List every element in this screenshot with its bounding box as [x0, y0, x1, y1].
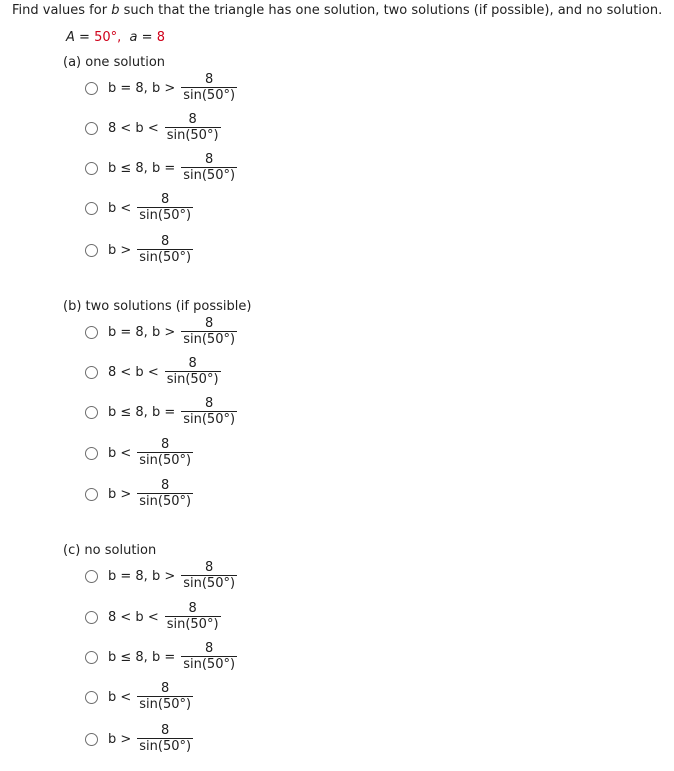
- given-equals: =: [79, 30, 90, 45]
- section-a-label: (a) one solution: [63, 55, 166, 70]
- radio-button[interactable]: [85, 366, 98, 379]
- radio-button[interactable]: [85, 611, 98, 624]
- fraction-numerator: 8: [161, 192, 170, 207]
- section-c-option-5[interactable]: [85, 722, 193, 756]
- fraction: [137, 681, 193, 713]
- option-condition: b = 8, b >: [108, 80, 176, 96]
- fraction-numerator: 8: [188, 112, 197, 127]
- fraction-denominator: sin(50°): [183, 88, 236, 103]
- option-condition: b ≤ 8, b =: [108, 404, 176, 420]
- option-condition: b <: [108, 689, 132, 705]
- given-values: [66, 30, 165, 45]
- fraction: [165, 356, 221, 388]
- radio-button[interactable]: [85, 488, 98, 501]
- fraction-numerator: 8: [205, 396, 214, 411]
- fraction-denominator: sin(50°): [139, 697, 192, 712]
- section-c-option-3[interactable]: [85, 640, 237, 674]
- fraction-denominator: sin(50°): [166, 617, 219, 632]
- section-a-option-3[interactable]: [85, 151, 237, 185]
- fraction-denominator: sin(50°): [166, 128, 219, 143]
- section-c-label: (c) no solution: [63, 543, 157, 558]
- fraction: [137, 723, 193, 755]
- option-condition: b = 8, b >: [108, 568, 176, 584]
- given-equals: =: [141, 30, 153, 45]
- option-condition: 8 < b <: [108, 120, 159, 136]
- fraction-denominator: sin(50°): [139, 739, 192, 754]
- section-a-option-5[interactable]: [85, 233, 193, 267]
- fraction: [137, 437, 193, 469]
- fraction-numerator: 8: [205, 641, 214, 656]
- fraction-numerator: 8: [205, 72, 214, 87]
- option-condition: b <: [108, 200, 132, 216]
- fraction-numerator: 8: [161, 437, 170, 452]
- fraction-numerator: 8: [188, 601, 197, 616]
- fraction-numerator: 8: [161, 681, 170, 696]
- given-A-value: 50°,: [94, 30, 122, 45]
- option-condition: b ≤ 8, b =: [108, 160, 176, 176]
- radio-button[interactable]: [85, 162, 98, 175]
- fraction-numerator: 8: [205, 316, 214, 331]
- section-c-option-1[interactable]: [85, 559, 237, 593]
- fraction-denominator: sin(50°): [139, 453, 192, 468]
- section-c-option-4[interactable]: [85, 680, 193, 714]
- fraction-numerator: 8: [161, 723, 170, 738]
- fraction: [165, 601, 221, 633]
- section-b-option-4[interactable]: [85, 436, 193, 470]
- radio-button[interactable]: [85, 244, 98, 257]
- section-b-option-2[interactable]: [85, 355, 221, 389]
- fraction: [137, 478, 193, 510]
- given-a-label: a: [129, 30, 138, 45]
- fraction: [137, 234, 193, 266]
- given-A-label: A: [66, 30, 75, 45]
- fraction: [181, 152, 237, 184]
- fraction-denominator: sin(50°): [183, 657, 236, 672]
- fraction: [165, 112, 221, 144]
- question-variable: b: [111, 3, 120, 18]
- fraction-denominator: sin(50°): [183, 412, 236, 427]
- fraction: [181, 316, 237, 348]
- section-b-option-1[interactable]: [85, 315, 237, 349]
- option-condition: 8 < b <: [108, 609, 159, 625]
- question-text: [12, 3, 662, 18]
- radio-button[interactable]: [85, 447, 98, 460]
- radio-button[interactable]: [85, 406, 98, 419]
- option-condition: 8 < b <: [108, 364, 159, 380]
- radio-button[interactable]: [85, 122, 98, 135]
- fraction-denominator: sin(50°): [183, 332, 236, 347]
- fraction-denominator: sin(50°): [139, 208, 192, 223]
- radio-button[interactable]: [85, 733, 98, 746]
- option-condition: b >: [108, 242, 132, 258]
- fraction-numerator: 8: [161, 478, 170, 493]
- fraction: [137, 192, 193, 224]
- option-condition: b >: [108, 731, 132, 747]
- section-a-option-2[interactable]: [85, 111, 221, 145]
- fraction-denominator: sin(50°): [139, 494, 192, 509]
- fraction-denominator: sin(50°): [183, 576, 236, 591]
- section-a-option-4[interactable]: [85, 191, 193, 225]
- fraction: [181, 560, 237, 592]
- fraction-denominator: sin(50°): [183, 168, 236, 183]
- radio-button[interactable]: [85, 326, 98, 339]
- fraction-numerator: 8: [205, 560, 214, 575]
- section-a-option-1[interactable]: [85, 71, 237, 105]
- question-suffix: such that the triangle has one solution, two solutions (if possible), and no solution.: [119, 3, 663, 18]
- radio-button[interactable]: [85, 570, 98, 583]
- option-condition: b >: [108, 486, 132, 502]
- fraction-denominator: sin(50°): [166, 372, 219, 387]
- radio-button[interactable]: [85, 691, 98, 704]
- fraction: [181, 72, 237, 104]
- section-b-option-5[interactable]: [85, 477, 193, 511]
- radio-button[interactable]: [85, 202, 98, 215]
- section-b-label: (b) two solutions (if possible): [63, 299, 252, 314]
- section-c-option-2[interactable]: [85, 600, 221, 634]
- fraction-numerator: 8: [205, 152, 214, 167]
- given-a-value: 8: [156, 30, 165, 45]
- fraction: [181, 641, 237, 673]
- option-condition: b = 8, b >: [108, 324, 176, 340]
- option-condition: b <: [108, 445, 132, 461]
- fraction-numerator: 8: [188, 356, 197, 371]
- fraction-numerator: 8: [161, 234, 170, 249]
- option-condition: b ≤ 8, b =: [108, 649, 176, 665]
- question-prefix: Find values for: [12, 3, 112, 18]
- fraction-denominator: sin(50°): [139, 250, 192, 265]
- radio-button[interactable]: [85, 82, 98, 95]
- radio-button[interactable]: [85, 651, 98, 664]
- section-b-option-3[interactable]: [85, 395, 237, 429]
- fraction: [181, 396, 237, 428]
